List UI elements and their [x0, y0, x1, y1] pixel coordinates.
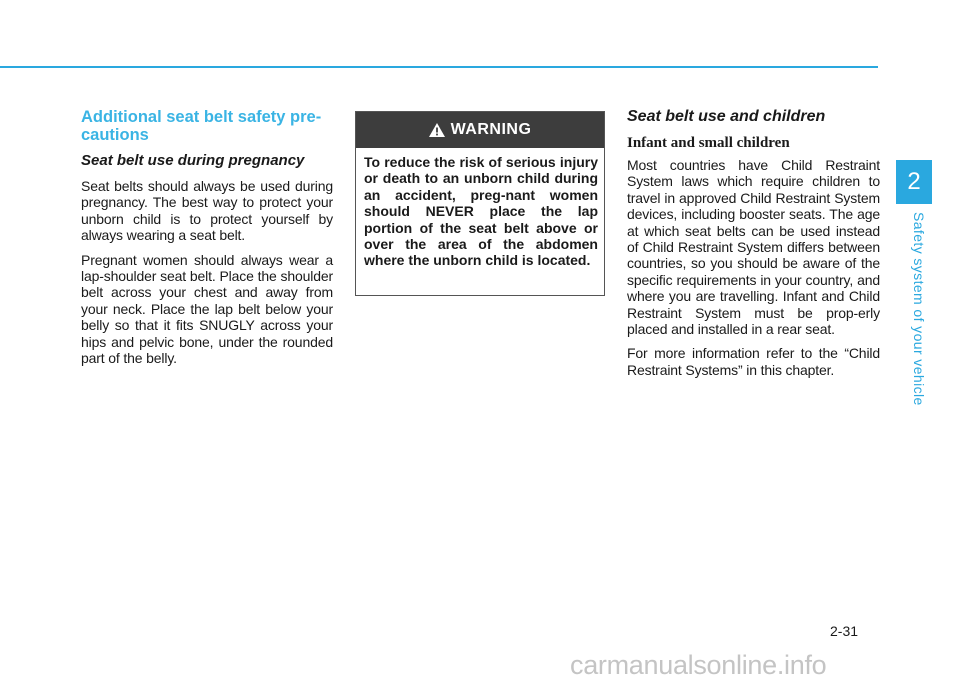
watermark: carmanualsonline.info	[570, 650, 827, 680]
warning-header	[356, 112, 604, 148]
paragraph: Seat belts should always be used during pregnancy. The best way to protect your unborn child is to protect yourself by always wearing a seat belt.	[81, 178, 333, 244]
chapter-label: Safety system of your vehicle	[911, 212, 927, 406]
warning-heading: WARNING	[450, 121, 532, 138]
warning-triangle-icon	[429, 123, 445, 137]
chapter-number: 2	[907, 168, 921, 195]
header-rule	[0, 66, 878, 68]
page-number: 2-31	[830, 623, 859, 639]
warning-box	[355, 111, 605, 296]
warning-text: To reduce the risk of serious injury or death to an unborn child during an accident, preg-nant women should NEVER place the lap portion of the seat belt above or over the area of the abdomen where the unborn child is located.	[364, 154, 598, 269]
column-children	[627, 108, 880, 386]
subsection-title: Seat belt use during pregnancy	[81, 152, 305, 169]
subsection-title: Infant and small children	[627, 135, 790, 151]
column-pregnancy	[81, 108, 333, 374]
paragraph: Pregnant women should always wear a lap-shoulder seat belt. Place the shoulder belt across your chest and away from your neck. Place the lap belt below your belly so that it fits SNUGLY across your hips and pelvic bone, under the rounded part of the belly.	[81, 251, 333, 367]
paragraph: Most countries have Child Restraint System laws which require children to travel in approved Child Restraint System devices, including booster seats. The age at which seat belts can be used instead of Child Restraint System differs between countries, so you should be aware of the specific requirements in your country, and where you are travelling. Infant and Child Restraint System must be prop-erly placed and installed in a rear seat.	[627, 157, 880, 338]
column-warning	[355, 108, 605, 296]
section-title: Seat belt use and children	[627, 108, 826, 125]
section-title: Additional seat belt safety pre-cautions	[81, 108, 322, 144]
paragraph: For more information refer to the “Child Restraint Systems” in this chapter.	[627, 345, 880, 378]
chapter-tab	[896, 160, 932, 204]
